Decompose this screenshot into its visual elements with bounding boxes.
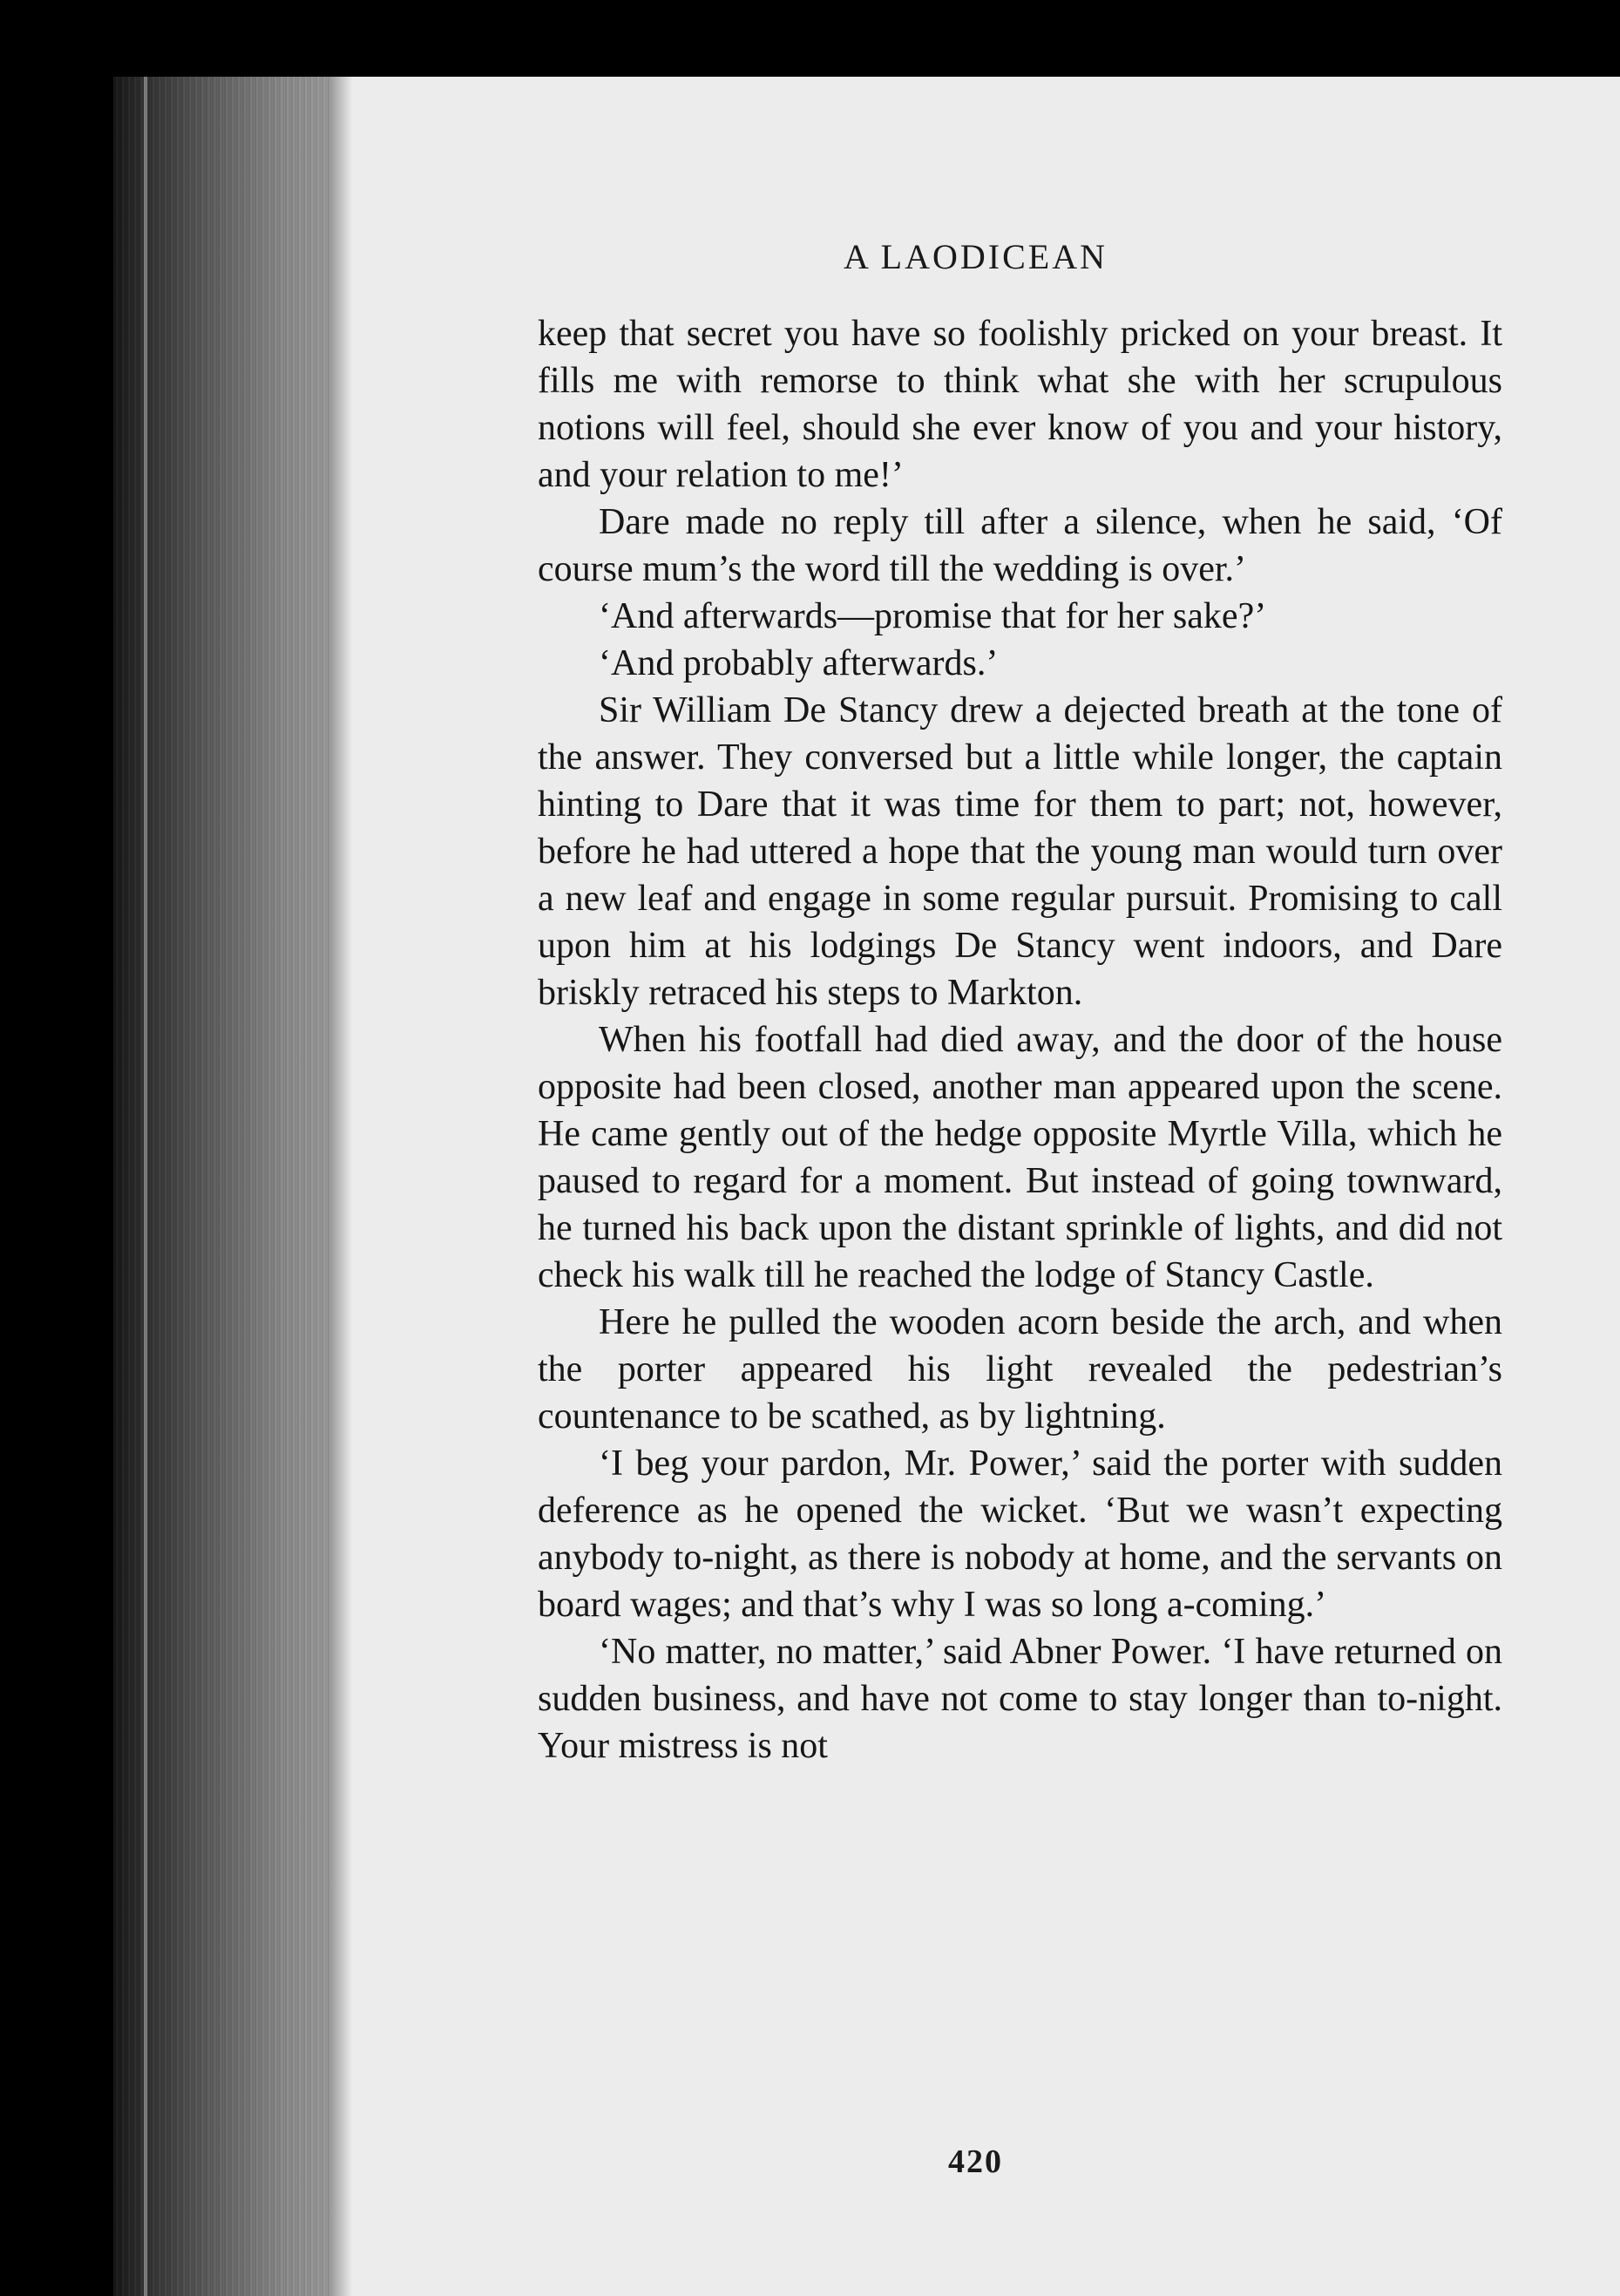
- paragraph: keep that secret you have so foolishly pricked on your breast. It fills me with remorse to think what she with her scrupulous notions will feel, should she ever know of you and your history, and your relation to me!’: [538, 314, 1502, 495]
- paragraph: Here he pulled the wooden acorn beside the arch, and when the porter appeared his light revealed the pedestrian’s countenance to be scathed, as by lightning.: [538, 1302, 1502, 1437]
- paragraph: When his footfall had died away, and the door of the house opposite had been closed, another man appeared upon the scene. He came gently out of the hedge opposite Myrtle Villa, which he paused to regard for a moment. But instead of going townward, he turned his back upon the distant sprinkle of lights, and did not check his walk till he reached the lodge of Stancy Castle.: [538, 1020, 1502, 1295]
- running-head: A LAODICEAN: [844, 237, 1108, 276]
- paragraph: ‘And probably afterwards.’: [599, 643, 999, 683]
- page-number: 420: [948, 2143, 1003, 2180]
- body-text: [538, 310, 1502, 1770]
- book-page: [331, 77, 1620, 2296]
- paragraph: Dare made no reply till after a silence, when he said, ‘Of course mum’s the word till the wedding is over.’: [538, 502, 1502, 589]
- paragraph: Sir William De Stancy drew a dejected breath at the tone of the answer. They conversed but a little while longer, the captain hinting to Dare that it was time for them to part; not, however, before he had uttered a hope that the young man would turn over a new leaf and engage in some regular pursuit. Promising to call upon him at his lodgings De Stancy went indoors, and Dare briskly retraced his steps to Markton.: [538, 690, 1502, 1013]
- spine-edge-line: [144, 77, 147, 2296]
- paragraph: ‘And afterwards—promise that for her sake?’: [599, 596, 1267, 636]
- paragraph: ‘I beg your pardon, Mr. Power,’ said the porter with sudden deference as he opened the wicket. ‘But we wasn’t expecting anybody to-night, as there is nobody at home, and the servants on board wages; and that’s why I was so long a-coming.’: [538, 1443, 1502, 1625]
- paragraph: ‘No matter, no matter,’ said Abner Power. ‘I have returned on sudden business, and have not come to stay longer than to-night. Your mistress is not: [538, 1632, 1502, 1766]
